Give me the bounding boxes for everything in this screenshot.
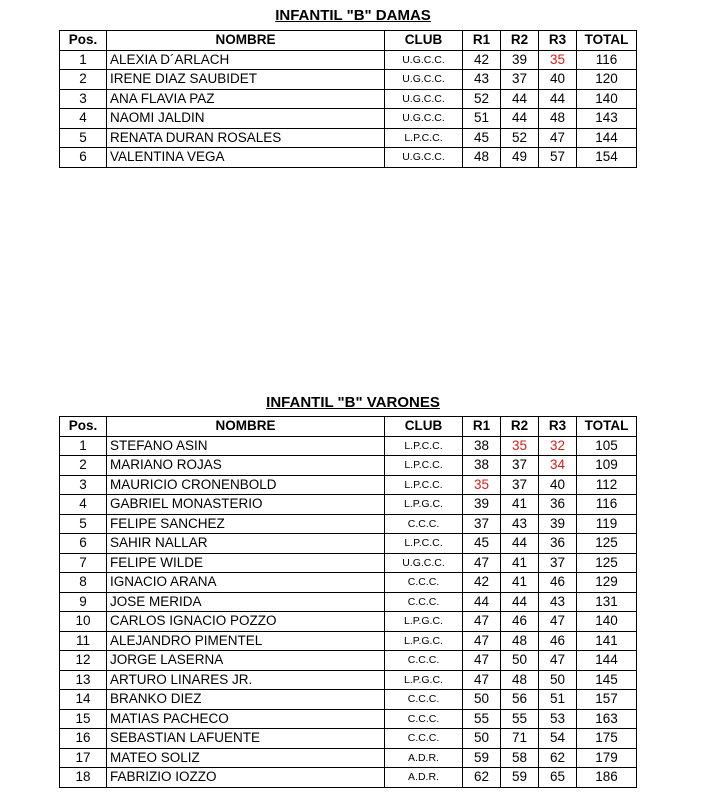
table-row xyxy=(60,148,637,168)
table-row xyxy=(60,495,637,515)
table-row xyxy=(60,709,637,729)
name-cell: VALENTINA VEGA xyxy=(107,148,385,168)
r3-cell: 40 xyxy=(539,70,577,90)
r1-cell: 62 xyxy=(463,768,501,788)
total-cell: 175 xyxy=(577,729,637,749)
pos-cell: 1 xyxy=(60,436,107,456)
r3-cell: 51 xyxy=(539,690,577,710)
r3-cell: 57 xyxy=(539,148,577,168)
table-header-row xyxy=(60,31,637,51)
r1-cell: 43 xyxy=(463,70,501,90)
pos-cell: 2 xyxy=(60,456,107,476)
pos-cell: 5 xyxy=(60,514,107,534)
total-cell: 105 xyxy=(577,436,637,456)
name-cell: MAURICIO CRONENBOLD xyxy=(107,475,385,495)
r2-cell: 37 xyxy=(501,456,539,476)
r1-cell: 47 xyxy=(463,631,501,651)
club-cell: L.P.C.C. xyxy=(385,456,463,476)
club-header: CLUB xyxy=(385,31,463,51)
name-cell: GABRIEL MONASTERIO xyxy=(107,495,385,515)
total-cell: 141 xyxy=(577,631,637,651)
r2-cell: 48 xyxy=(501,631,539,651)
total-cell: 144 xyxy=(577,651,637,671)
r3-cell: 53 xyxy=(539,709,577,729)
r3-cell: 47 xyxy=(539,651,577,671)
table-row xyxy=(60,748,637,768)
table-row xyxy=(60,70,637,90)
r2-cell: 39 xyxy=(501,50,539,70)
name-cell: RENATA DURAN ROSALES xyxy=(107,128,385,148)
table-row xyxy=(60,456,637,476)
club-cell: L.P.G.C. xyxy=(385,631,463,651)
club-cell: L.P.C.C. xyxy=(385,475,463,495)
total-cell: 140 xyxy=(577,89,637,109)
total-cell: 120 xyxy=(577,70,637,90)
r2-cell: 44 xyxy=(501,534,539,554)
club-cell: U.G.C.C. xyxy=(385,553,463,573)
r2-cell: 37 xyxy=(501,70,539,90)
club-cell: L.P.C.C. xyxy=(385,128,463,148)
club-cell: L.P.C.C. xyxy=(385,436,463,456)
pos-header: Pos. xyxy=(60,31,107,51)
r1-cell: 44 xyxy=(463,592,501,612)
club-cell: U.G.C.C. xyxy=(385,50,463,70)
pos-cell: 4 xyxy=(60,495,107,515)
pos-cell: 1 xyxy=(60,50,107,70)
r1-cell: 42 xyxy=(463,50,501,70)
r3-cell: 47 xyxy=(539,612,577,632)
r2-cell: 35 xyxy=(501,436,539,456)
r2-cell: 56 xyxy=(501,690,539,710)
total-cell: 129 xyxy=(577,573,637,593)
name-cell: ALEXIA D´ARLACH xyxy=(107,50,385,70)
damas-table xyxy=(59,30,637,168)
table-row xyxy=(60,109,637,129)
total-cell: 154 xyxy=(577,148,637,168)
r3-cell: 36 xyxy=(539,534,577,554)
name-cell: SAHIR NALLAR xyxy=(107,534,385,554)
total-cell: 109 xyxy=(577,456,637,476)
r2-cell: 49 xyxy=(501,148,539,168)
r1-cell: 48 xyxy=(463,148,501,168)
table-header-row xyxy=(60,417,637,437)
r1-cell: 47 xyxy=(463,612,501,632)
club-cell: C.C.C. xyxy=(385,514,463,534)
club-cell: L.P.G.C. xyxy=(385,670,463,690)
r2-cell: 44 xyxy=(501,592,539,612)
nombre-header: NOMBRE xyxy=(107,31,385,51)
r3-cell: 34 xyxy=(539,456,577,476)
r2-cell: 52 xyxy=(501,128,539,148)
r2-cell: 37 xyxy=(501,475,539,495)
nombre-header: NOMBRE xyxy=(107,417,385,437)
name-cell: BRANKO DIEZ xyxy=(107,690,385,710)
pos-cell: 10 xyxy=(60,612,107,632)
club-cell: C.C.C. xyxy=(385,729,463,749)
r1-cell: 50 xyxy=(463,729,501,749)
table-row xyxy=(60,514,637,534)
r3-cell: 43 xyxy=(539,592,577,612)
total-cell: 145 xyxy=(577,670,637,690)
r3-cell: 32 xyxy=(539,436,577,456)
r3-header: R3 xyxy=(539,417,577,437)
pos-cell: 5 xyxy=(60,128,107,148)
r3-cell: 37 xyxy=(539,553,577,573)
total-cell: 144 xyxy=(577,128,637,148)
r1-cell: 47 xyxy=(463,670,501,690)
r3-cell: 65 xyxy=(539,768,577,788)
r2-cell: 58 xyxy=(501,748,539,768)
varones-title: INFANTIL "B" VARONES xyxy=(266,394,440,411)
r2-header: R2 xyxy=(501,31,539,51)
r1-cell: 38 xyxy=(463,436,501,456)
pos-cell: 8 xyxy=(60,573,107,593)
r2-cell: 44 xyxy=(501,109,539,129)
club-cell: C.C.C. xyxy=(385,709,463,729)
r1-cell: 42 xyxy=(463,573,501,593)
pos-cell: 3 xyxy=(60,475,107,495)
r2-cell: 48 xyxy=(501,670,539,690)
name-cell: FABRIZIO IOZZO xyxy=(107,768,385,788)
pos-cell: 6 xyxy=(60,534,107,554)
table-row xyxy=(60,553,637,573)
r1-cell: 45 xyxy=(463,128,501,148)
total-header: TOTAL xyxy=(577,31,637,51)
varones-table xyxy=(59,416,637,788)
r1-cell: 52 xyxy=(463,89,501,109)
pos-cell: 17 xyxy=(60,748,107,768)
club-cell: A.D.R. xyxy=(385,768,463,788)
table-row xyxy=(60,631,637,651)
r3-header: R3 xyxy=(539,31,577,51)
pos-cell: 14 xyxy=(60,690,107,710)
table-row xyxy=(60,573,637,593)
club-cell: L.P.G.C. xyxy=(385,612,463,632)
r2-cell: 44 xyxy=(501,89,539,109)
name-cell: IRENE DIAZ SAUBIDET xyxy=(107,70,385,90)
name-cell: STEFANO ASIN xyxy=(107,436,385,456)
total-cell: 157 xyxy=(577,690,637,710)
name-cell: JORGE LASERNA xyxy=(107,651,385,671)
pos-cell: 16 xyxy=(60,729,107,749)
pos-cell: 4 xyxy=(60,109,107,129)
total-cell: 163 xyxy=(577,709,637,729)
total-cell: 143 xyxy=(577,109,637,129)
r3-cell: 48 xyxy=(539,109,577,129)
table-row xyxy=(60,729,637,749)
pos-cell: 2 xyxy=(60,70,107,90)
r1-cell: 55 xyxy=(463,709,501,729)
club-cell: L.P.G.C. xyxy=(385,495,463,515)
name-cell: FELIPE SANCHEZ xyxy=(107,514,385,534)
name-cell: SEBASTIAN LAFUENTE xyxy=(107,729,385,749)
r3-cell: 39 xyxy=(539,514,577,534)
r2-cell: 46 xyxy=(501,612,539,632)
name-cell: MATEO SOLIZ xyxy=(107,748,385,768)
r1-cell: 37 xyxy=(463,514,501,534)
pos-header: Pos. xyxy=(60,417,107,437)
table-row xyxy=(60,89,637,109)
pos-cell: 7 xyxy=(60,553,107,573)
table-row xyxy=(60,50,637,70)
club-cell: C.C.C. xyxy=(385,592,463,612)
total-cell: 116 xyxy=(577,495,637,515)
r1-cell: 45 xyxy=(463,534,501,554)
r3-cell: 62 xyxy=(539,748,577,768)
pos-cell: 18 xyxy=(60,768,107,788)
name-cell: MATIAS PACHECO xyxy=(107,709,385,729)
damas-title: INFANTIL "B" DAMAS xyxy=(275,7,431,24)
table-row xyxy=(60,592,637,612)
table-row xyxy=(60,651,637,671)
table-row xyxy=(60,534,637,554)
name-cell: FELIPE WILDE xyxy=(107,553,385,573)
total-cell: 179 xyxy=(577,748,637,768)
club-cell: U.G.C.C. xyxy=(385,148,463,168)
total-cell: 125 xyxy=(577,534,637,554)
r1-cell: 39 xyxy=(463,495,501,515)
name-cell: NAOMI JALDIN xyxy=(107,109,385,129)
name-cell: ARTURO LINARES JR. xyxy=(107,670,385,690)
club-cell: U.G.C.C. xyxy=(385,109,463,129)
r2-cell: 41 xyxy=(501,573,539,593)
table-row xyxy=(60,768,637,788)
club-cell: U.G.C.C. xyxy=(385,70,463,90)
r1-cell: 47 xyxy=(463,553,501,573)
club-cell: L.P.C.C. xyxy=(385,534,463,554)
pos-cell: 11 xyxy=(60,631,107,651)
table-row xyxy=(60,436,637,456)
club-cell: U.G.C.C. xyxy=(385,89,463,109)
pos-cell: 3 xyxy=(60,89,107,109)
table-row xyxy=(60,128,637,148)
r3-cell: 35 xyxy=(539,50,577,70)
total-cell: 119 xyxy=(577,514,637,534)
club-cell: C.C.C. xyxy=(385,651,463,671)
name-cell: ALEJANDRO PIMENTEL xyxy=(107,631,385,651)
r2-cell: 41 xyxy=(501,495,539,515)
name-cell: IGNACIO ARANA xyxy=(107,573,385,593)
r1-cell: 38 xyxy=(463,456,501,476)
table-row xyxy=(60,475,637,495)
total-cell: 112 xyxy=(577,475,637,495)
r1-cell: 47 xyxy=(463,651,501,671)
r1-cell: 59 xyxy=(463,748,501,768)
r2-header: R2 xyxy=(501,417,539,437)
name-cell: MARIANO ROJAS xyxy=(107,456,385,476)
r1-header: R1 xyxy=(463,417,501,437)
name-cell: ANA FLAVIA PAZ xyxy=(107,89,385,109)
table-row xyxy=(60,690,637,710)
r3-cell: 40 xyxy=(539,475,577,495)
club-cell: C.C.C. xyxy=(385,573,463,593)
pos-cell: 15 xyxy=(60,709,107,729)
r3-cell: 54 xyxy=(539,729,577,749)
r1-header: R1 xyxy=(463,31,501,51)
r2-cell: 71 xyxy=(501,729,539,749)
pos-cell: 9 xyxy=(60,592,107,612)
r2-cell: 43 xyxy=(501,514,539,534)
total-cell: 131 xyxy=(577,592,637,612)
total-header: TOTAL xyxy=(577,417,637,437)
table-row xyxy=(60,612,637,632)
pos-cell: 12 xyxy=(60,651,107,671)
name-cell: CARLOS IGNACIO POZZO xyxy=(107,612,385,632)
total-cell: 186 xyxy=(577,768,637,788)
pos-cell: 13 xyxy=(60,670,107,690)
club-cell: C.C.C. xyxy=(385,690,463,710)
r3-cell: 44 xyxy=(539,89,577,109)
total-cell: 125 xyxy=(577,553,637,573)
r1-cell: 50 xyxy=(463,690,501,710)
r2-cell: 55 xyxy=(501,709,539,729)
r1-cell: 35 xyxy=(463,475,501,495)
total-cell: 116 xyxy=(577,50,637,70)
table-row xyxy=(60,670,637,690)
r3-cell: 36 xyxy=(539,495,577,515)
name-cell: JOSE MERIDA xyxy=(107,592,385,612)
r2-cell: 59 xyxy=(501,768,539,788)
r2-cell: 41 xyxy=(501,553,539,573)
r3-cell: 46 xyxy=(539,631,577,651)
r1-cell: 51 xyxy=(463,109,501,129)
r3-cell: 50 xyxy=(539,670,577,690)
pos-cell: 6 xyxy=(60,148,107,168)
r3-cell: 46 xyxy=(539,573,577,593)
club-cell: A.D.R. xyxy=(385,748,463,768)
r3-cell: 47 xyxy=(539,128,577,148)
club-header: CLUB xyxy=(385,417,463,437)
total-cell: 140 xyxy=(577,612,637,632)
r2-cell: 50 xyxy=(501,651,539,671)
